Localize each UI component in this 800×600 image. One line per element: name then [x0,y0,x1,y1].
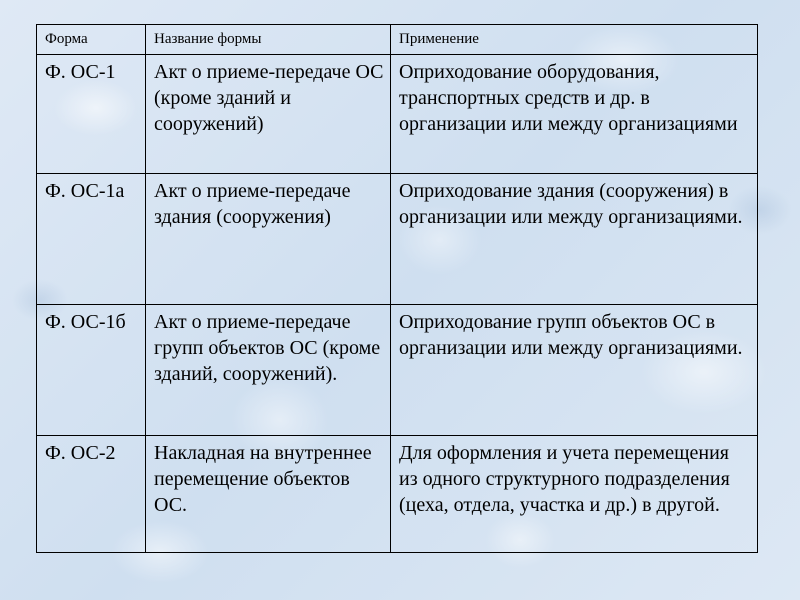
form-usage: Оприходование оборудования, транспортных средств и др. в организации или между организациями [399,61,738,135]
form-name-cell [146,305,391,436]
form-usage-cell [391,55,758,174]
table-row [37,436,758,553]
form-code-cell [37,305,146,436]
form-name: Акт о приеме-передаче групп объектов ОС (кроме зданий, сооружений). [154,311,381,385]
header-form: Форма [37,25,146,55]
table-row [37,305,758,436]
form-usage-cell [391,174,758,305]
header-usage: Применение [391,25,758,55]
form-name-cell [146,55,391,174]
header-row [37,25,758,55]
form-name-cell [146,436,391,553]
form-name-cell [146,174,391,305]
forms-table [36,24,758,553]
form-name: Акт о приеме-передаче ОС (кроме зданий и сооружений) [154,61,384,135]
table-row [37,174,758,305]
form-usage: Оприходование групп объектов ОС в организации или между организациями. [399,311,743,359]
form-usage-cell [391,436,758,553]
form-code: Ф. ОС-1 [45,61,116,83]
form-code-cell [37,174,146,305]
form-name: Акт о приеме-передаче здания (сооружения) [154,180,351,228]
table-row [37,55,758,174]
form-code: Ф. ОС-1б [45,311,126,333]
header-form-name: Название формы [146,25,391,55]
form-code: Ф. ОС-1а [45,180,125,202]
form-code: Ф. ОС-2 [45,442,116,464]
form-code-cell [37,55,146,174]
form-usage-cell [391,305,758,436]
form-name: Накладная на внутреннее перемещение объектов ОС. [154,442,372,516]
form-usage: Для оформления и учета перемещения из одного структурного подразделения (цеха, отдела, участка и др.) в другой. [399,442,730,516]
form-code-cell [37,436,146,553]
form-usage: Оприходование здания (сооружения) в организации или между организациями. [399,180,743,228]
